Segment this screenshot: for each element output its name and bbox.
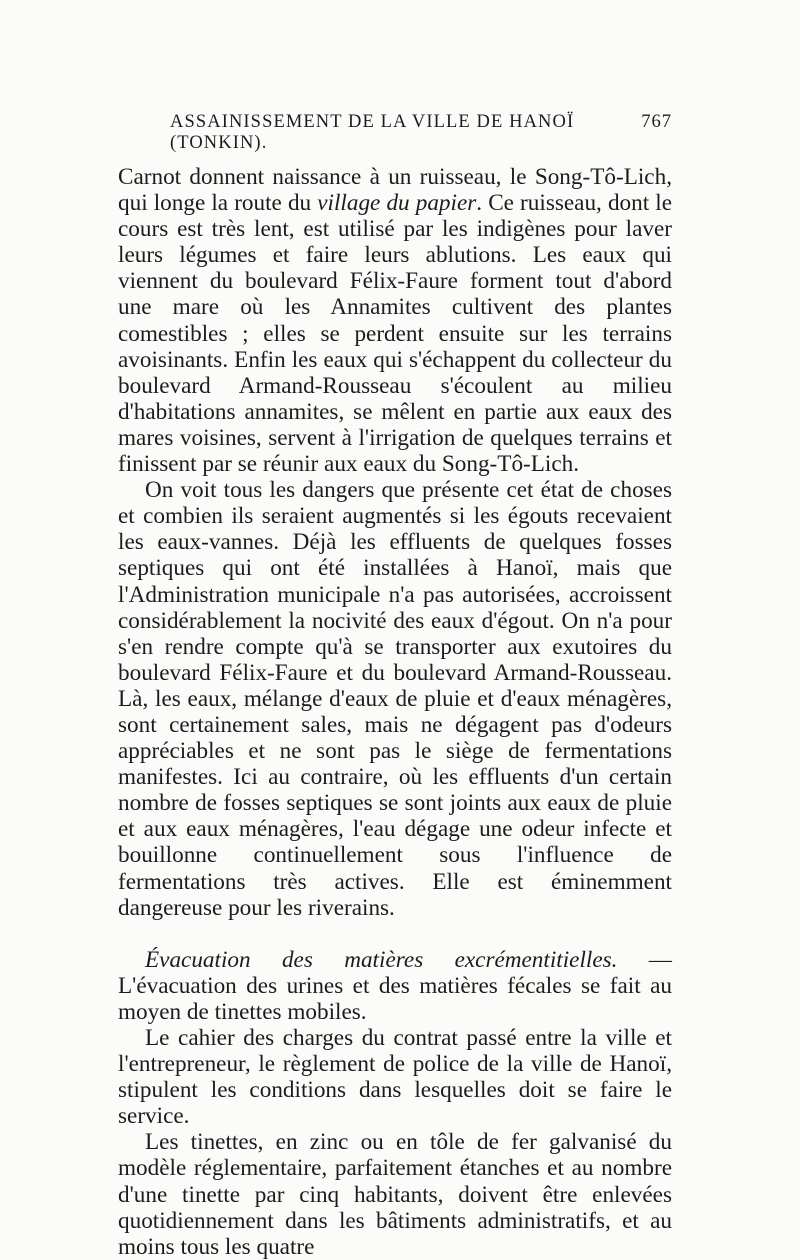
emphasis-village: village du papier: [317, 190, 477, 217]
paragraph-dangers: On voit tous les dangers que présente cet état de choses et combien ils seraient augmentés si les égouts recevaient les eaux-vannes. Déjà les effluents de quelques fosses septiques qui ont été installées à Hanoï, mais que l'Administration municipale n'a pas autorisées, accroissent considérablement la nocivité des eaux d'égout. On n'a pour s'en rendre compte qu'à se transporter aux exutoires du boulevard Félix-Faure et du boulevard Armand-Rousseau. Là, les eaux, mélange d'eaux de pluie et d'eaux ménagères, sont certainement sales, mais ne dégagent pas d'odeurs appréciables et ne sont pas le siège de fermentations manifestes. Ici au contraire, où les effluents d'un certain nombre de fosses septiques se sont joints aux eaux de pluie et aux eaux ménagères, l'eau dégage une odeur infecte et bouillonne continuellement sous l'influence de fermentations très actives. Elle est éminemment dangereuse pour les riverains.: [118, 477, 672, 921]
running-header: [170, 112, 672, 154]
paragraph-continuation: Carnot donnent naissance à un ruisseau, le Song-Tô-Lich, qui longe la route du village du papier. Ce ruisseau, dont le cours est très lent, est utilisé par les indigènes pour laver leurs légumes et faire leurs ablutions. Les eaux qui viennent du boulevard Félix-Faure forment tout d'abord une mare où les Annamites cultivent des plantes comestibles ; elles se perdent ensuite sur les terrains avoisinants. Enfin les eaux qui s'échappent du collecteur du boulevard Armand-Rousseau s'écoulent au milieu d'habitations annamites, se mêlent en partie aux eaux des mares voisines, servent à l'irrigation de quelques terrains et finissent par se réunir aux eaux du Song-Tô-Lich.: [118, 164, 673, 478]
paragraph-cahier: Le cahier des charges du contrat passé entre la ville et l'entrepreneur, le règlement de police de la ville de Hanoï, stipulent les conditions dans lesquelles doit se faire le service.: [118, 1025, 672, 1130]
paragraph-evacuation: Évacuation des matières excrémentitielles. — L'évacuation des urines et des matières fécales se fait au moyen de tinettes mobiles.: [118, 946, 672, 1025]
page-number: 767: [641, 112, 672, 132]
section-heading-evacuation: Évacuation des matières excrémentitielles.: [145, 946, 618, 973]
paragraph-tinettes: Les tinettes, en zinc ou en tôle de fer galvanisé du modèle réglementaire, parfaitement étanches et au nombre d'une tinette par cinq habitants, doivent être enlevées quotidiennement dans les bâtiments administratifs, et au moins tous les quatre: [118, 1129, 672, 1260]
running-title: ASSAINISSEMENT DE LA VILLE DE HANOÏ (TONKIN).: [170, 112, 575, 153]
